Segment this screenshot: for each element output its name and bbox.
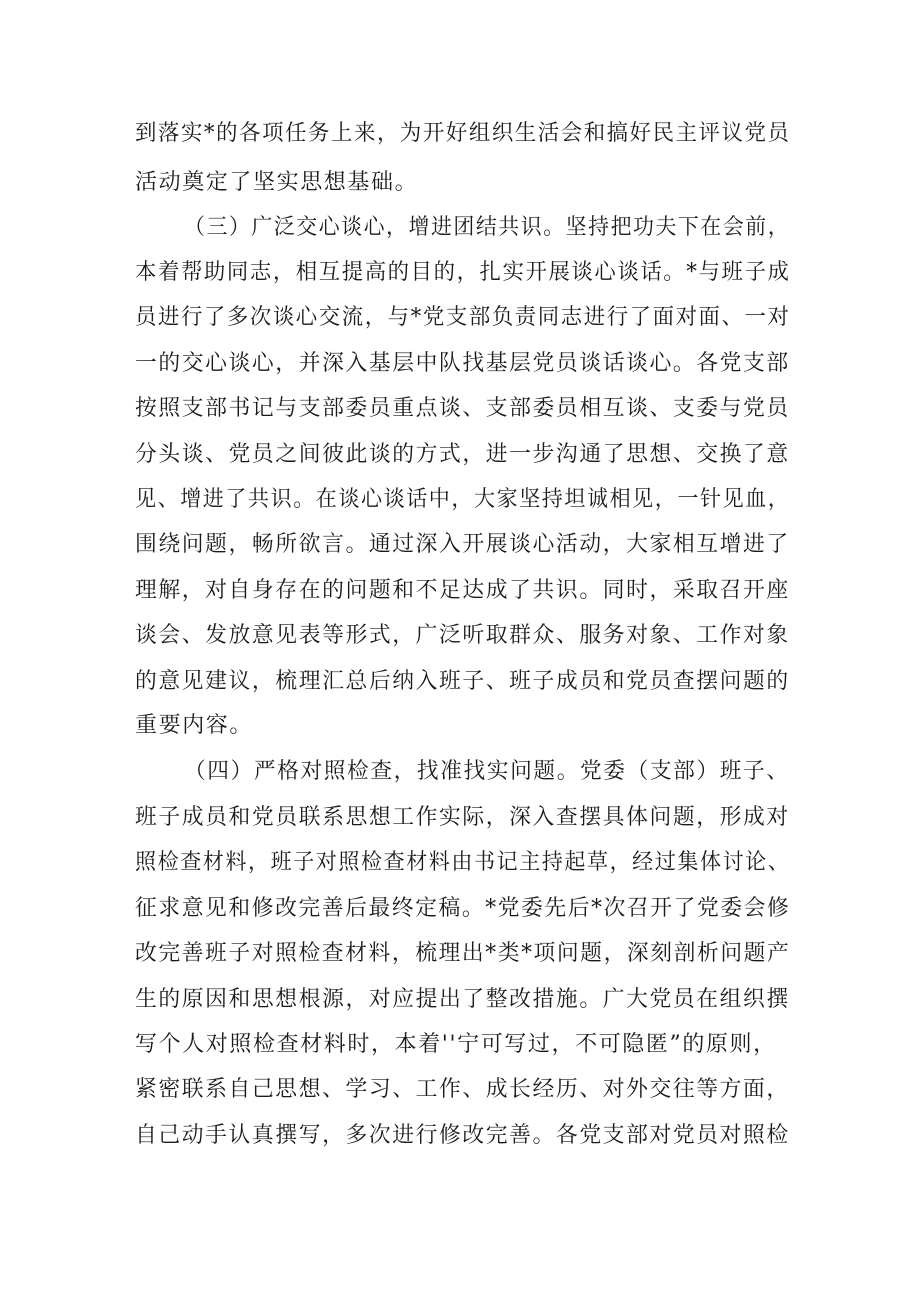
text-line: 写个人对照检查材料时，本着''宁可写过，不可隐匿”的原则， — [135, 1032, 777, 1057]
text-line: 一的交心谈心，并深入基层中队找基层党员谈话谈心。各党支部 — [135, 351, 790, 376]
paragraph-four-heading-line: （四）严格对照检查，找准找实问题。党委（支部）班子、 — [184, 759, 790, 784]
text-line: 理解，对自身存在的问题和不足达成了共识。同时，采取召开座 — [135, 578, 790, 603]
paragraph-three-heading-line: （三）广泛交心谈心，增进团结共识。坚持把功夫下在会前， — [184, 215, 791, 240]
text-line: 见、增进了共识。在谈心谈话中，大家坚持坦诚相见，一针见血， — [135, 487, 791, 512]
text-line: 员进行了多次谈心交流，与*党支部负责同志进行了面对面、一对 — [135, 305, 791, 330]
text-line: 活动奠定了坚实思想基础。 — [135, 170, 419, 195]
text-line: 班子成员和党员联系思想工作实际，深入查摆具体问题，形成对 — [135, 805, 790, 830]
text-line: 分头谈、党员之间彼此谈的方式，进一步沟通了思想、交换了意 — [135, 442, 790, 467]
text-line: 的意见建议，梳理汇总后纳入班子、班子成员和党员查摆问题的 — [135, 669, 790, 694]
text-line: 征求意见和修改完善后最终定稿。*党委先后*次召开了党委会修 — [135, 896, 791, 921]
text-line: 照检查材料，班子对照检查材料由书记主持起草，经过集体讨论、 — [135, 850, 791, 875]
text-line: 谈会、发放意见表等形式，广泛听取群众、服务对象、工作对象 — [135, 623, 790, 648]
text-line: 重要内容。 — [135, 713, 254, 738]
text-line: 生的原因和思想根源，对应提出了整改措施。广大党员在组织撰 — [135, 987, 790, 1012]
text-line: 本着帮助同志，相互提高的目的，扎实开展谈心谈话。*与班子成 — [135, 260, 791, 285]
text-line: 改完善班子对照检查材料，梳理出*类*项问题，深刻剖析问题产 — [135, 941, 791, 966]
text-line: 到落实*的各项任务上来，为开好组织生活会和搞好民主评议党员 — [135, 121, 791, 146]
text-line: 紧密联系自己思想、学习、工作、成长经历、对外交往等方面， — [135, 1077, 790, 1102]
text-line: 围绕问题，畅所欲言。通过深入开展谈心活动，大家相互增进了 — [135, 532, 790, 557]
text-line: 自己动手认真撰写，多次进行修改完善。各党支部对党员对照检 — [135, 1123, 790, 1148]
text-line: 按照支部书记与支部委员重点谈、支部委员相互谈、支委与党员 — [135, 396, 790, 421]
